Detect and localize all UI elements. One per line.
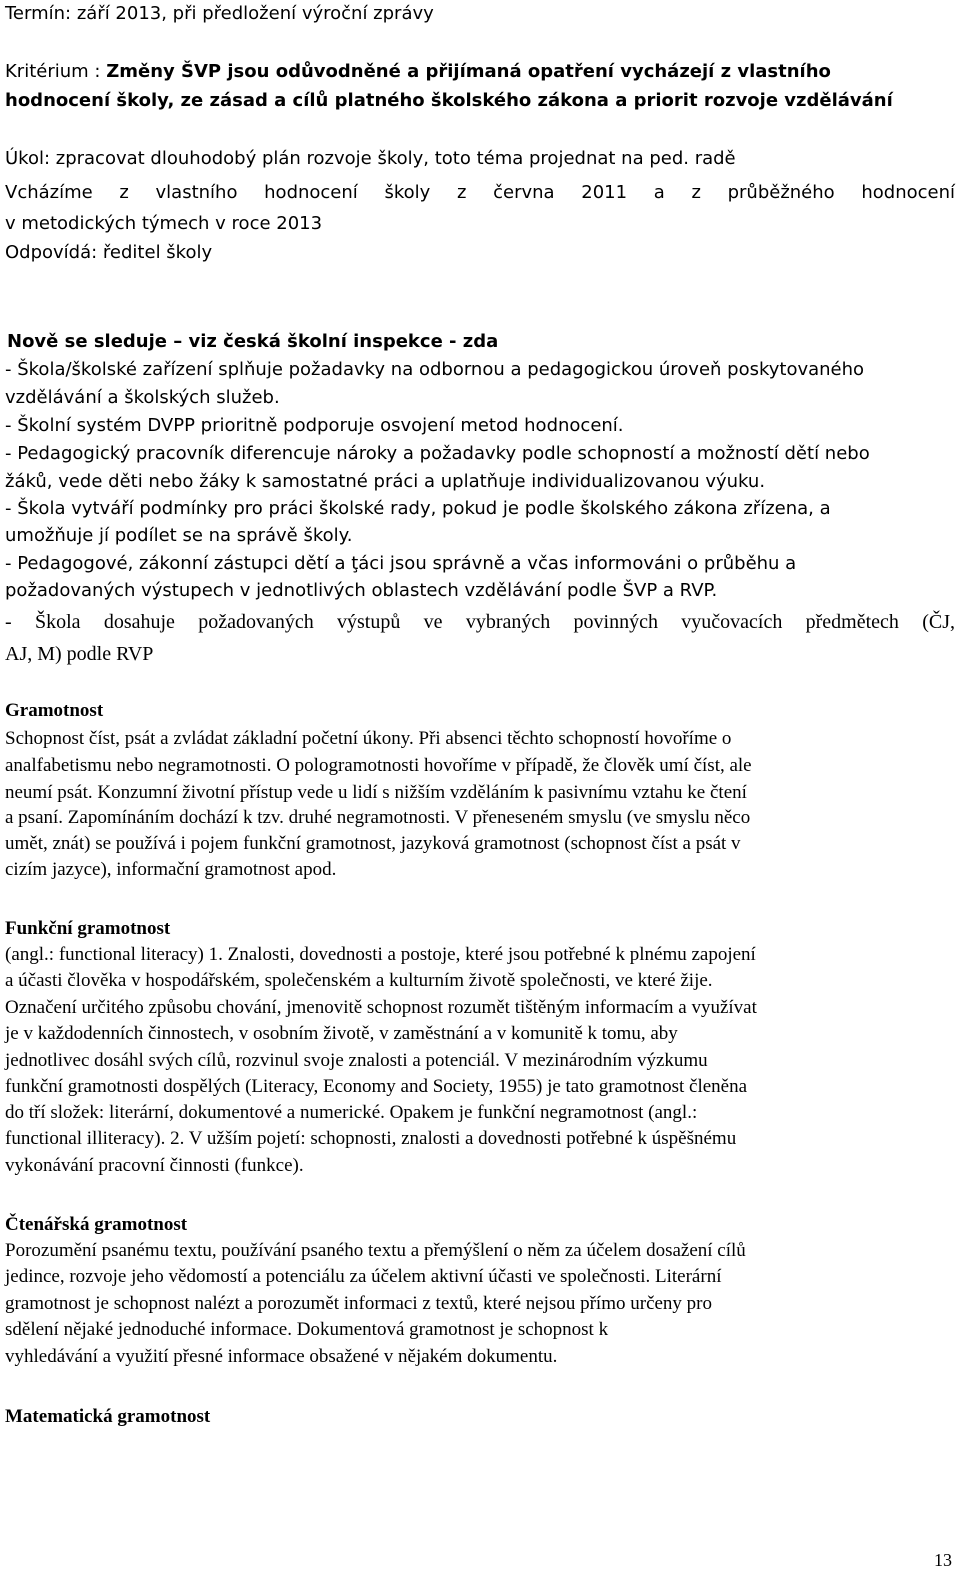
inspection-line: žáků, vede děti nebo žáky k samostatné práci a uplatňuje individualizovanou výuku. (5, 471, 766, 492)
reading-line: jedince, rozvoje jeho vědomostí a potenciálu za účelem aktivní účasti ve společnosti. Literární (5, 1266, 722, 1287)
functional-line: do tří složek: literární, dokumentové a numerické. Opakem je funkční negramotnost (angl.: (5, 1102, 698, 1123)
functional-line: (angl.: functional literacy) 1. Znalosti, dovednosti a postoje, které jsou potřebné k plnému zapojení (5, 944, 756, 965)
literacy-line: neumí psát. Konzumní životní přístup vede u lidí s nižším vzděláním k pasivnímu vztahu ke čtení (5, 782, 747, 803)
inspection-line-serif-1: - Škola dosahuje požadovaných výstupů ve vybraných povinných vyučovacích předmětech (ČJ, (5, 611, 955, 633)
deadline-line: Termín: září 2013, při předložení výroční zprávy (5, 3, 434, 24)
functional-line: functional illiteracy). 2. V užším pojetí: schopnosti, znalosti a dovednosti potřebné k úspěšnému (5, 1128, 737, 1149)
functional-heading: Funkční gramotnost (5, 918, 171, 939)
reading-line: Porozumění psanému textu, používání psaného textu a přemýšlení o něm za účelem dosažení cílů (5, 1240, 746, 1261)
reading-line: gramotnost je schopnost nalézt a porozumět informaci z textů, které nejsou přímo určeny pro (5, 1293, 713, 1314)
inspection-line: - Pedagogický pracovník diferencuje nároky a požadavky podle schopností a možností dětí nebo (5, 443, 870, 464)
functional-line: jednotlivec dosáhl svých cílů, rozvinul svoje znalosti a potenciál. V mezinárodním výzkumu (5, 1050, 708, 1071)
literacy-heading: Gramotnost (5, 700, 104, 721)
inspection-line: - Škola vytváří podmínky pro práci školské rady, pokud je podle školského zákona zřízena, a (5, 498, 831, 519)
inspection-line-serif-2: AJ, M) podle RVP (5, 643, 154, 665)
task-line-3: v metodických týmech v roce 2013 (5, 213, 323, 234)
inspection-line: - Pedagogové, zákonní zástupci dětí a ţáci jsou správně a včas informováni o průběhu a (5, 553, 797, 574)
criterion-prefix: Kritérium : (5, 61, 107, 82)
functional-line: Označení určitého způsobu chování, jmenovitě schopnost rozumět tištěným informacím a využívat (5, 997, 757, 1018)
literacy-line: a psaní. Zapomínáním dochází k tzv. druhé negramotnosti. V přeneseném smyslu (ve smyslu něco (5, 807, 751, 828)
task-line-2: Vcházíme z vlastního hodnocení školy z června 2011 a z průběžného hodnocení (5, 182, 955, 203)
reading-line: sdělení nějaké jednoduché informace. Dokumentová gramotnost je schopnost k (5, 1319, 609, 1340)
functional-line: a účasti člověka v hospodářském, společenském a kulturním životě společnosti, ve které žije. (5, 970, 713, 991)
reading-heading: Čtenářská gramotnost (5, 1214, 188, 1235)
literacy-line: Schopnost číst, psát a zvládat základní početní úkony. Při absenci těchto schopností hovoříme o (5, 728, 732, 749)
inspection-line: vzdělávání a školských služeb. (5, 387, 280, 408)
math-heading: Matematická gramotnost (5, 1406, 211, 1427)
criterion-line-1 (5, 60, 831, 84)
task-line-1: Úkol: zpracovat dlouhodobý plán rozvoje školy, toto téma projednat na ped. radě (5, 148, 736, 169)
reading-line: vyhledávání a využití přesné informace obsažené v nějakém dokumentu. (5, 1346, 558, 1367)
inspection-line: umožňuje jí podílet se na správě školy. (5, 525, 353, 546)
functional-line: je v každodenních činnostech, v osobním životě, v zaměstnání a v komunitě k tomu, aby (5, 1023, 678, 1044)
functional-line: vykonávání pracovní činnosti (funkce). (5, 1155, 304, 1176)
inspection-line: - Školní systém DVPP prioritně podporuje osvojení metod hodnocení. (5, 415, 624, 436)
criterion-line-2: hodnocení školy, ze zásad a cílů platného školského zákona a priorit rozvoje vzdělávání (5, 90, 893, 111)
inspection-heading: Nově se sleduje – viz česká školní inspekce - zda (7, 331, 499, 352)
inspection-line: - Škola/školské zařízení splňuje požadavky na odbornou a pedagogickou úroveň poskytovaného (5, 359, 865, 380)
page-number: 13 (934, 1550, 952, 1570)
inspection-line: požadovaných výstupech v jednotlivých oblastech vzdělávání podle ŠVP a RVP. (5, 580, 718, 601)
literacy-line: umět, znát) se používá i pojem funkční gramotnost, jazyková gramotnost (schopnost číst a psát v (5, 833, 741, 854)
literacy-line: analfabetismu nebo negramotnosti. O pologramotnosti hovoříme v případě, že člověk umí číst, ale (5, 755, 752, 776)
functional-line: funkční gramotnosti dospělých (Literacy, Economy and Society, 1955) je tato gramotnost členěna (5, 1076, 748, 1097)
criterion-bold-1: Změny ŠVP jsou odůvodněné a přijímaná opatření vycházejí z vlastního (106, 61, 831, 82)
literacy-line: cizím jazyce), informační gramotnost apod. (5, 859, 337, 880)
responsible-line: Odpovídá: ředitel školy (5, 242, 213, 263)
